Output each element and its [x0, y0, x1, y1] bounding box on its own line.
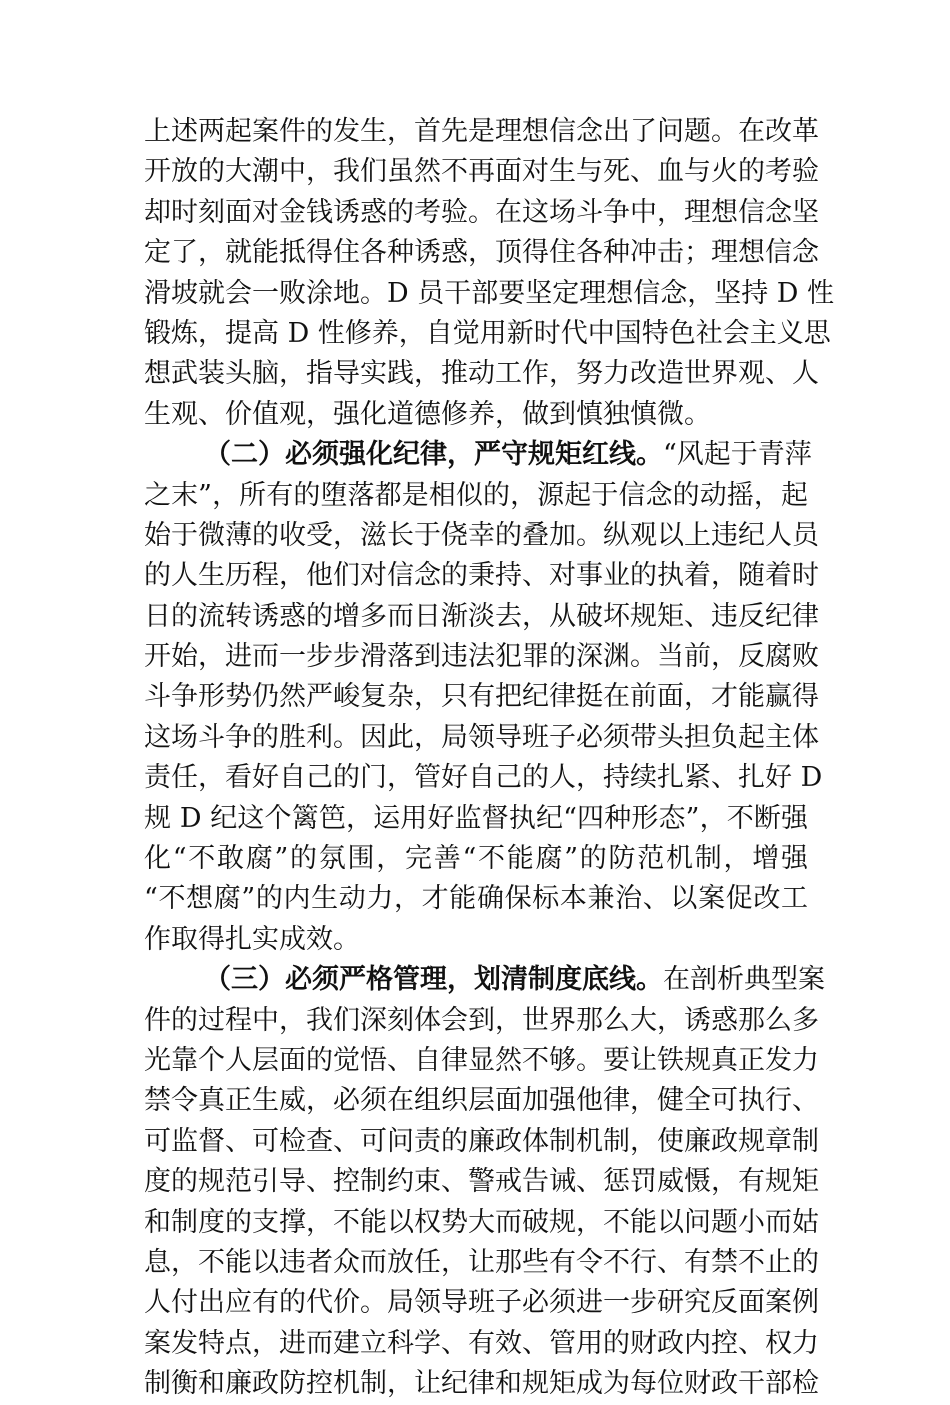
section-2-first-line [144, 435, 812, 475]
text-span: “风起于青萍 [663, 439, 812, 471]
text-line: 想武装头脑，指导实践，推动工作，努力改造世界观、人 [144, 358, 819, 390]
text-line: 规 D 纪这个篱笆，运用好监督执纪“四种形态”，不断强 [144, 802, 808, 834]
text-line: 可监督、可检查、可问责的廉政体制机制，使廉政规章制 [144, 1125, 819, 1157]
section-3-first-line [144, 960, 825, 1000]
text-line: 滑坡就会一败涂地。D 员干部要坚定理想信念，坚持 D 性 [144, 277, 835, 309]
text-line: 却时刻面对金钱诱惑的考验。在这场斗争中，理想信念坚 [144, 196, 819, 228]
text-line: 这场斗争的胜利。因此，局领导班子必须带头担负起主体 [144, 721, 819, 753]
section-2-heading: （二）必须强化纪律，严守规矩红线。 [204, 439, 663, 471]
document-body [144, 112, 835, 1405]
text-line: 日的流转诱惑的增多而日渐淡去，从破坏规矩、违反纪律 [144, 600, 819, 632]
text-line: 人付出应有的代价。局领导班子必须进一步研究反面案例 [144, 1287, 819, 1319]
text-line: 生观、价值观，强化道德修养，做到慎独慎微。 [144, 398, 711, 430]
text-line: 案发特点，进而建立科学、有效、管用的财政内控、权力 [144, 1327, 819, 1359]
text-line: 作取得扎实成效。 [144, 923, 360, 955]
text-line: “不想腐”的内生动力，才能确保标本兼治、以案促改工 [144, 883, 808, 915]
text-line: 制衡和廉政防控机制，让纪律和规矩成为每位财政干部检 [144, 1368, 819, 1400]
text-line: 的人生历程，他们对信念的秉持、对事业的执着，随着时 [144, 560, 819, 592]
text-line: 禁令真正生威，必须在组织层面加强他律，健全可执行、 [144, 1085, 819, 1117]
text-line: 化“不敢腐”的氛围，完善“不能腐”的防范机制，增强 [144, 843, 808, 875]
text-line: 定了，就能抵得住各种诱惑，顶得住各种冲击；理想信念 [144, 237, 819, 269]
text-line: 始于微薄的收受，滋长于侥幸的叠加。纵观以上违纪人员 [144, 519, 819, 551]
text-line: 责任，看好自己的门，管好自己的人，持续扎紧、扎好 D [144, 762, 823, 794]
text-line: 件的过程中，我们深刻体会到，世界那么大，诱惑那么多 [144, 1004, 819, 1036]
text-line: 度的规范引导、控制约束、警戒告诫、惩罚威慑，有规矩 [144, 1166, 819, 1198]
text-span: 在剖析典型案 [663, 964, 825, 996]
text-line: 光靠个人层面的觉悟、自律显然不够。要让铁规真正发力 [144, 1044, 819, 1076]
text-line: 之末”，所有的堕落都是相似的，源起于信念的动摇，起 [144, 479, 808, 511]
text-line: 锻炼，提高 D 性修养，自觉用新时代中国特色社会主义思 [144, 317, 831, 349]
text-line: 和制度的支撑，不能以权势大而破规，不能以问题小而姑 [144, 1206, 819, 1238]
text-line: 开放的大潮中，我们虽然不再面对生与死、血与火的考验 [144, 156, 819, 188]
text-line: 上述两起案件的发生，首先是理想信念出了问题。在改革 [144, 116, 819, 147]
text-line: 息，不能以违者众而放任，让那些有令不行、有禁不止的 [144, 1246, 819, 1278]
section-3-heading: （三）必须严格管理，划清制度底线。 [204, 964, 663, 996]
text-line: 开始，进而一步步滑落到违法犯罪的深渊。当前，反腐败 [144, 641, 819, 673]
text-line: 斗争形势仍然严峻复杂，只有把纪律挺在前面，才能赢得 [144, 681, 819, 713]
